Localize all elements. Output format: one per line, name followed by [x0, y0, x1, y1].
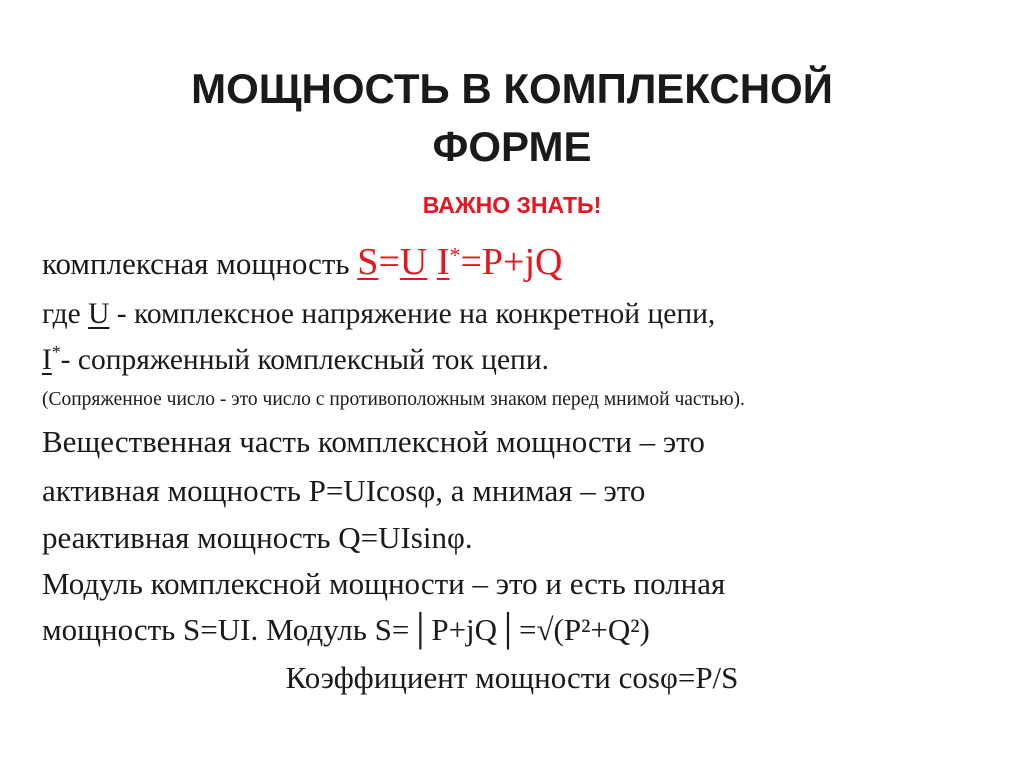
paragraph-1-line-2: активная мощность P=UIcosφ, а мнимая – это [42, 473, 646, 508]
current-star: * [51, 342, 61, 362]
voltage-pre: где [42, 298, 89, 330]
slide-title [0, 60, 1024, 176]
voltage-post: - комплексное напряжение на конкретной цепи, [109, 298, 716, 330]
formula-star: * [449, 242, 461, 268]
current-definition-line [42, 342, 549, 377]
important-subtitle: ВАЖНО ЗНАТЬ! [422, 192, 602, 218]
paragraph-1-line-1: Вещественная часть комплексной мощности – это [42, 424, 705, 459]
formula-rest: =P+jQ [460, 241, 563, 283]
formula-eq: = [378, 241, 400, 283]
formula-intro: комплексная мощность [42, 246, 358, 281]
title-line-2: ФОРМЕ [432, 123, 592, 170]
conjugate-note: (Сопряженное число - это число с противоположным знаком перед мнимой частью). [42, 389, 745, 410]
complex-power-formula-line [42, 240, 562, 284]
voltage-u: U [88, 298, 110, 330]
voltage-definition-line [42, 298, 715, 331]
current-post: - сопряженный комплексный ток цепи. [60, 343, 550, 376]
power-factor-line: Коэффициент мощности cosφ=P/S [285, 660, 739, 695]
formula-u: U [399, 241, 428, 283]
paragraph-2-line-2: мощность S=UI. Модуль S=│P+jQ│=√(P²+Q²) [42, 612, 650, 647]
paragraph-1-line-3: реактивная мощность Q=UIsinφ. [42, 520, 473, 555]
paragraph-2-line-1: Модуль комплексной мощности – это и есть полная [42, 566, 726, 601]
title-line-1: МОЩНОСТЬ В КОМПЛЕКСНОЙ [191, 65, 833, 112]
formula-i: I [436, 241, 450, 283]
current-i: I [42, 343, 52, 376]
formula-space [427, 241, 437, 283]
formula-s: S [357, 241, 379, 283]
